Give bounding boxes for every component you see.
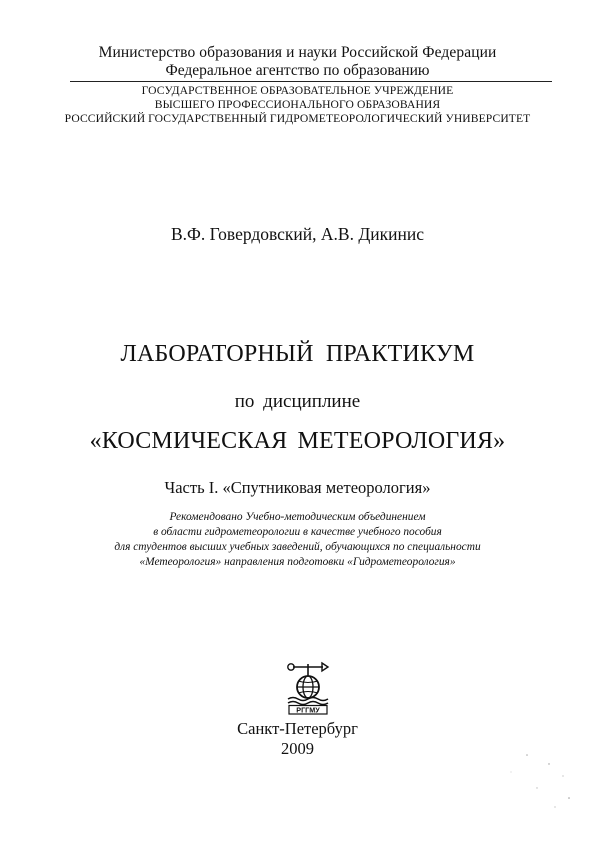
header-divider <box>70 81 552 82</box>
rsgmu-logo-icon <box>281 661 335 715</box>
agency-name: Федеральное агентство по образованию <box>165 62 430 79</box>
recommendation-line-1: Рекомендовано Учебно-методическим объединением <box>169 511 426 523</box>
institution-line-3: РОССИЙСКИЙ ГОСУДАРСТВЕННЫЙ ГИДРОМЕТЕОРОЛОГИЧЕСКИЙ УНИВЕРСИТЕТ <box>64 112 531 125</box>
logo-text: РГГМУ <box>296 705 320 715</box>
book-title: ЛАБОРАТОРНЫЙ ПРАКТИКУМ <box>120 341 475 367</box>
part-title: Часть I. «Спутниковая метеорология» <box>164 478 431 497</box>
ministry-name: Министерство образования и науки Российской Федерации <box>98 44 497 61</box>
discipline-name: «КОСМИЧЕСКАЯ МЕТЕОРОЛОГИЯ» <box>89 428 506 454</box>
recommendation-line-2: в области гидрометеорологии в качестве учебного пособия <box>153 526 442 538</box>
recommendation-line-3: для студентов высших учебных заведений, обучающихся по специальности <box>114 541 481 553</box>
institution-line-2: ВЫСШЕГО ПРОФЕССИОНАЛЬНОГО ОБРАЗОВАНИЯ <box>154 98 441 111</box>
authors: В.Ф. Говердовский, А.В. Дикинис <box>170 224 425 244</box>
imprint-city: Санкт-Петербург <box>237 719 358 738</box>
discipline-prefix: по дисциплине <box>234 391 361 412</box>
recommendation-line-4: «Метеорология» направления подготовки «Гидрометеорология» <box>139 556 456 568</box>
institution-line-1: ГОСУДАРСТВЕННОЕ ОБРАЗОВАТЕЛЬНОЕ УЧРЕЖДЕНИЕ <box>141 84 454 97</box>
imprint-year: 2009 <box>281 739 314 758</box>
scan-noise <box>377 750 577 810</box>
